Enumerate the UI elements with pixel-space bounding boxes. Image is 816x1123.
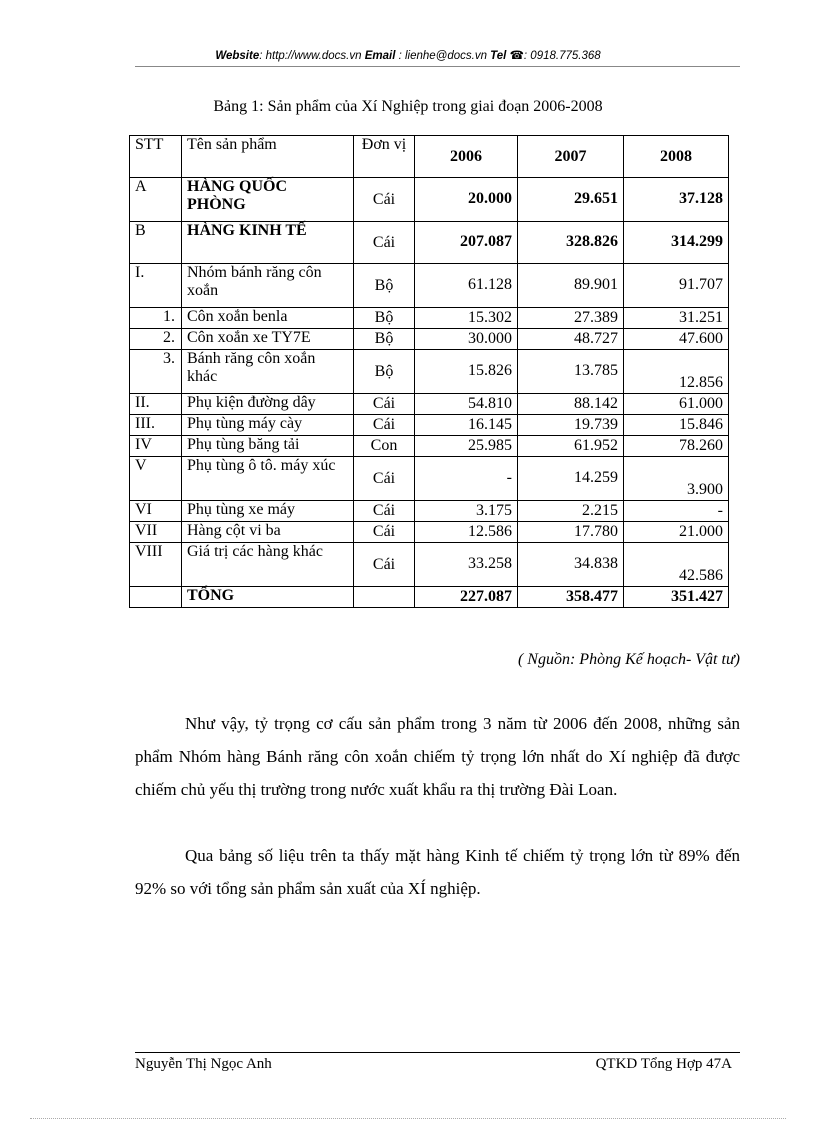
row-2008: 12.856 [624, 350, 729, 394]
row-2008: 37.128 [624, 178, 729, 222]
tel-value: : 0918.775.368 [523, 50, 601, 62]
page-bottom-border [30, 1118, 786, 1119]
table-row [130, 394, 729, 415]
page-header [0, 48, 816, 62]
row-2007: 48.727 [518, 329, 624, 350]
row-2006: 15.302 [415, 308, 518, 329]
row-2008: 47.600 [624, 329, 729, 350]
row-stt: II. [130, 394, 182, 415]
row-unit: Bộ [354, 308, 415, 329]
table-row [130, 350, 729, 394]
row-2007: 358.477 [518, 587, 624, 608]
row-name: Nhóm bánh răng côn xoắn [182, 264, 354, 308]
row-2008: 21.000 [624, 522, 729, 543]
footer-rule [135, 1052, 740, 1053]
row-name: Phụ tùng ô tô. máy xúc [182, 457, 354, 501]
row-unit: Cái [354, 222, 415, 264]
table-row [130, 543, 729, 587]
product-table [129, 135, 729, 608]
table-row [130, 329, 729, 350]
table-total-row [130, 587, 729, 608]
row-name: Phụ tùng băng tải [182, 436, 354, 457]
table-row [130, 436, 729, 457]
row-unit: Bộ [354, 350, 415, 394]
email-value: : lienhe@docs.vn [395, 50, 491, 62]
tel-label: Tel [490, 50, 507, 62]
row-2006: 3.175 [415, 501, 518, 522]
row-name: Giá trị các hàng khác [182, 543, 354, 587]
phone-icon: ☎ [509, 50, 524, 62]
row-unit: Cái [354, 501, 415, 522]
row-2007: 19.739 [518, 415, 624, 436]
row-2007: 13.785 [518, 350, 624, 394]
row-2007: 2.215 [518, 501, 624, 522]
row-stt: VI [130, 501, 182, 522]
row-2006: 30.000 [415, 329, 518, 350]
row-unit: Cái [354, 543, 415, 587]
row-unit: Cái [354, 394, 415, 415]
body-paragraph-1: Như vậy, tỷ trọng cơ cấu sản phẩm trong 3 năm từ 2006 đến 2008, những sản phẩm Nhóm hàng Bánh răng côn xoắn chiếm tỷ trọng lớn nhất do Xí nghiệp đã được chiếm chủ yếu thị trường trong nước xuất khẩu ra thị trường Đài Loan. [135, 714, 740, 799]
row-name: HÀNG QUỐC PHÒNG [182, 178, 354, 222]
row-stt: III. [130, 415, 182, 436]
row-2008: 91.707 [624, 264, 729, 308]
row-2007: 29.651 [518, 178, 624, 222]
table-header-row [130, 136, 729, 178]
row-2006: 227.087 [415, 587, 518, 608]
header-product-name: Tên sản phẩm [182, 136, 354, 178]
source-note: ( Nguồn: Phòng Kế hoạch- Vật tư) [517, 651, 740, 668]
row-2006: 15.826 [415, 350, 518, 394]
row-unit: Cái [354, 522, 415, 543]
footer-author: Nguyễn Thị Ngọc Anh [135, 1056, 272, 1072]
row-stt: B [130, 222, 182, 264]
table-row [130, 501, 729, 522]
row-2006: - [415, 457, 518, 501]
row-stt: 2. [130, 329, 182, 350]
row-stt: IV [130, 436, 182, 457]
row-stt: I. [130, 264, 182, 308]
row-unit [354, 587, 415, 608]
website-label: Website [215, 50, 260, 62]
row-unit: Cái [354, 178, 415, 222]
table-row [130, 522, 729, 543]
row-name: HÀNG KINH TẾ [182, 222, 354, 264]
row-2006: 54.810 [415, 394, 518, 415]
row-2008: 61.000 [624, 394, 729, 415]
row-stt: VII [130, 522, 182, 543]
row-name: Hàng cột vi ba [182, 522, 354, 543]
row-name: Phụ tùng máy cày [182, 415, 354, 436]
header-unit: Đơn vị [354, 136, 415, 178]
row-2008: 3.900 [624, 457, 729, 501]
row-stt: VIII [130, 543, 182, 587]
table-row [130, 178, 729, 222]
row-2006: 25.985 [415, 436, 518, 457]
row-stt: V [130, 457, 182, 501]
row-2007: 89.901 [518, 264, 624, 308]
header-2008: 2008 [624, 136, 729, 178]
row-2006: 61.128 [415, 264, 518, 308]
table-row [130, 308, 729, 329]
row-2008: 314.299 [624, 222, 729, 264]
row-2006: 207.087 [415, 222, 518, 264]
table-row [130, 457, 729, 501]
body-paragraph-2: Qua bảng số liệu trên ta thấy mặt hàng Kinh tế chiếm tỷ trọng lớn từ 89% đến 92% so với tổng sản phẩm sản xuất của XÍ nghiệp. [135, 846, 740, 898]
email-label: Email [364, 50, 396, 62]
row-2008: 351.427 [624, 587, 729, 608]
row-name: Côn xoắn xe TY7E [182, 329, 354, 350]
row-2007: 17.780 [518, 522, 624, 543]
footer-class: QTKD Tổng Hợp 47A [595, 1056, 732, 1072]
row-unit: Con [354, 436, 415, 457]
row-2007: 88.142 [518, 394, 624, 415]
row-2008: 78.260 [624, 436, 729, 457]
row-unit: Cái [354, 457, 415, 501]
row-stt: 1. [130, 308, 182, 329]
row-name: Phụ kiện đường dây [182, 394, 354, 415]
row-2006: 16.145 [415, 415, 518, 436]
header-rule [135, 66, 740, 67]
header-2006: 2006 [415, 136, 518, 178]
website-value: : http://www.docs.vn [259, 50, 365, 62]
row-2008: 15.846 [624, 415, 729, 436]
header-2007: 2007 [518, 136, 624, 178]
row-stt: 3. [130, 350, 182, 394]
table-row [130, 415, 729, 436]
table-row [130, 222, 729, 264]
row-2007: 34.838 [518, 543, 624, 587]
row-stt: A [130, 178, 182, 222]
row-2007: 27.389 [518, 308, 624, 329]
row-name: Bánh răng côn xoắn khác [182, 350, 354, 394]
table-row [130, 264, 729, 308]
table-caption: Bảng 1: Sản phẩm của Xí Nghiệp trong giai đoạn 2006-2008 [213, 98, 603, 115]
row-2006: 12.586 [415, 522, 518, 543]
row-2007: 328.826 [518, 222, 624, 264]
row-name: TỔNG [182, 587, 354, 608]
row-2007: 61.952 [518, 436, 624, 457]
row-2008: 31.251 [624, 308, 729, 329]
row-2008: - [624, 501, 729, 522]
row-name: Phụ tùng xe máy [182, 501, 354, 522]
row-2006: 20.000 [415, 178, 518, 222]
row-2006: 33.258 [415, 543, 518, 587]
row-unit: Bộ [354, 329, 415, 350]
header-stt: STT [130, 136, 182, 178]
row-2007: 14.259 [518, 457, 624, 501]
row-unit: Bộ [354, 264, 415, 308]
row-unit: Cái [354, 415, 415, 436]
row-stt [130, 587, 182, 608]
row-2008: 42.586 [624, 543, 729, 587]
row-name: Côn xoắn benla [182, 308, 354, 329]
